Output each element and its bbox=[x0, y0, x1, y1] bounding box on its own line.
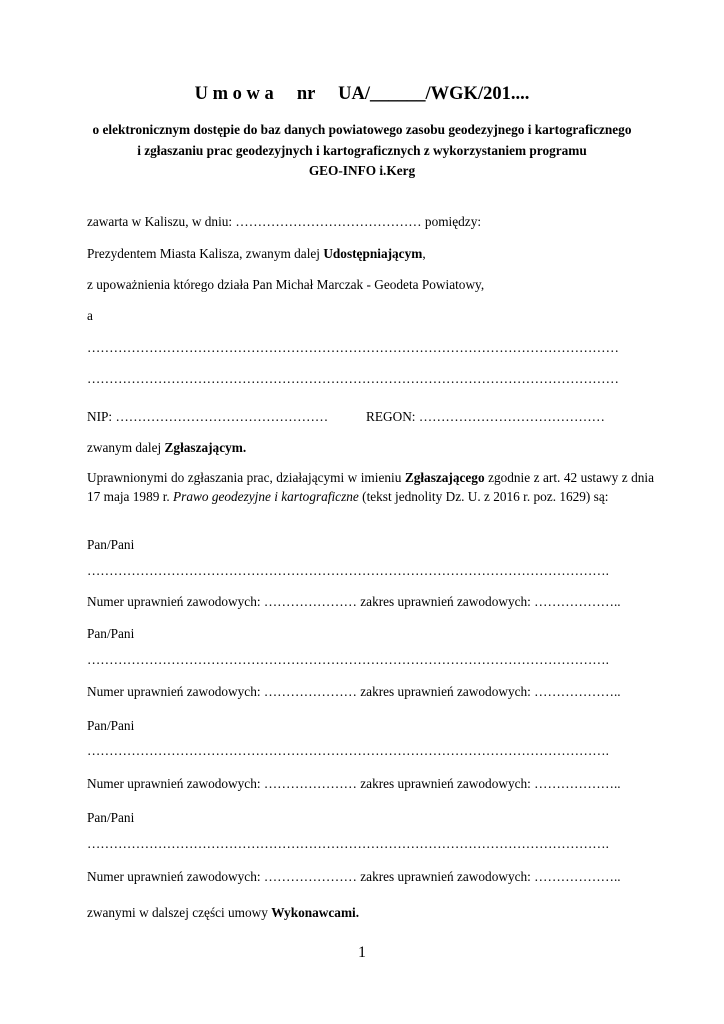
person-3-dots: ………………………………………………………………………………………………………. bbox=[87, 743, 609, 758]
nip-field: NIP: ………………………………………… bbox=[87, 409, 329, 424]
person-1-dots: ………………………………………………………………………………………………………. bbox=[87, 563, 609, 578]
subtitle-line-1: o elektronicznym dostępie do baz danych powiatowego zasobu geodezyjnego i kartograficznego bbox=[92, 122, 632, 137]
person-3-label: Pan/Pani bbox=[87, 718, 135, 733]
para-text-2: zgodnie z art. 42 ustawy z dnia 17 maja 1989 r. bbox=[87, 470, 654, 504]
contractor-address-dots: ………………………………………………………………………………………………………… bbox=[87, 371, 619, 386]
party2-role: Zgłaszającym. bbox=[164, 440, 247, 455]
person-4-label: Pan/Pani bbox=[87, 810, 135, 825]
party1-line bbox=[87, 246, 426, 262]
authorized-line: z upoważnienia którego działa Pan Michał Marczak - Geodeta Powiatowy, bbox=[87, 277, 485, 292]
subtitle-line-2: i zgłaszaniu prac geodezyjnych i kartograficznych z wykorzystaniem programu bbox=[137, 142, 587, 158]
closing-line bbox=[87, 905, 359, 921]
para-law-title: Prawo geodezyjne i kartograficzne bbox=[173, 488, 359, 504]
contractor-name-dots: ………………………………………………………………………………………………………… bbox=[87, 340, 619, 355]
closing-text: zwanymi w dalszej części umowy bbox=[87, 905, 272, 920]
contract-subtitle bbox=[0, 120, 724, 182]
intro-line: zawarta w Kaliszu, w dniu: …………………………………… pomiędzy: bbox=[87, 214, 482, 229]
person-3-license: Numer uprawnień zawodowych: ………………… zakres uprawnień zawodowych: ……………….. bbox=[87, 776, 621, 791]
authorization-paragraph bbox=[87, 469, 654, 506]
para-bold: Zgłaszającego bbox=[404, 470, 485, 485]
party2-line bbox=[87, 440, 246, 456]
regon-field: REGON: …………………………………… bbox=[366, 409, 605, 424]
page-number: 1 bbox=[358, 944, 366, 961]
party1-text: Prezydentem Miasta Kalisza, zwanym dalej bbox=[87, 246, 324, 261]
person-4-dots: ………………………………………………………………………………………………………. bbox=[87, 836, 609, 851]
person-1-license: Numer uprawnień zawodowych: ………………… zakres uprawnień zawodowych: ……………….. bbox=[87, 594, 621, 609]
person-1-label: Pan/Pani bbox=[87, 537, 135, 552]
subtitle-line-3: GEO-INFO i.Kerg bbox=[308, 163, 416, 178]
person-2-license: Numer uprawnień zawodowych: ………………… zakres uprawnień zawodowych: ……………….. bbox=[87, 684, 621, 699]
person-2-dots: ………………………………………………………………………………………………………. bbox=[87, 652, 609, 667]
person-2-label: Pan/Pani bbox=[87, 626, 135, 641]
and-line: a bbox=[87, 308, 93, 323]
contract-title: U m o w a nr UA/______/WGK/201.... bbox=[194, 84, 530, 104]
party1-comma: , bbox=[422, 246, 426, 261]
closing-role: Wykonawcami. bbox=[271, 905, 360, 920]
party2-text: zwanym dalej bbox=[87, 440, 165, 455]
person-4-license: Numer uprawnień zawodowych: ………………… zakres uprawnień zawodowych: ……………….. bbox=[87, 869, 621, 884]
para-text-3: (tekst jednolity Dz. U. z 2016 r. poz. 1629) są: bbox=[358, 488, 609, 504]
party1-role: Udostępniającym bbox=[323, 246, 423, 261]
para-text-1: Uprawnionymi do zgłaszania prac, działającymi w imieniu bbox=[87, 470, 405, 485]
